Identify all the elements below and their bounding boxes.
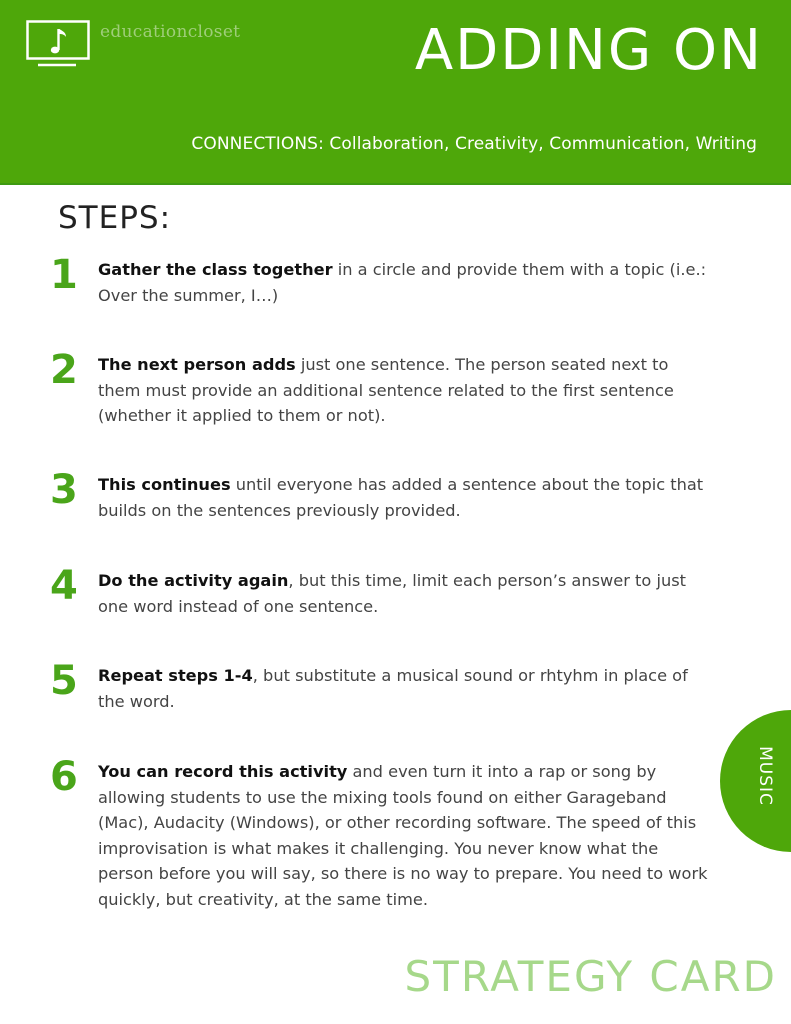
connections-subtitle: CONNECTIONS: Collaboration, Creativity, Communication, Writing bbox=[191, 134, 757, 154]
brand-name: educationcloset bbox=[100, 22, 241, 42]
step-body: in a circle and provide them with a topic (i.e.: Over the summer, I…) bbox=[98, 260, 707, 305]
step-text bbox=[98, 663, 708, 714]
subject-badge-label: MUSIC bbox=[755, 746, 775, 806]
step-body: until everyone has added a sentence about the topic that builds on the sentences previously provided. bbox=[98, 475, 704, 520]
monitor-music-note-icon bbox=[26, 20, 90, 68]
step-number: 1 bbox=[50, 252, 78, 298]
step-bold-lead: Gather the class together bbox=[98, 260, 333, 279]
step-number: 2 bbox=[50, 347, 78, 393]
step-bold-lead: Repeat steps 1-4 bbox=[98, 666, 253, 685]
strategy-card-label: STRATEGY CARD bbox=[404, 952, 777, 1001]
steps-heading: STEPS: bbox=[58, 200, 172, 236]
step-bold-lead: The next person adds bbox=[98, 355, 296, 374]
step-text bbox=[98, 352, 708, 429]
step-number: 4 bbox=[50, 563, 78, 609]
step-bold-lead: This continues bbox=[98, 475, 231, 494]
step-body: just one sentence. The person seated next to them must provide an additional sentence related to the first sentence (whether it applied to them or not). bbox=[98, 355, 674, 425]
step-body: and even turn it into a rap or song by allowing students to use the mixing tools found on either Garageband (Mac), Audacity (Windows), or other recording software. The speed of this improvisation is what makes it challenging. You never know what the person before you will say, so there is no way to prepare. You need to work quickly, but creativity, at the same time. bbox=[98, 762, 708, 909]
step-bold-lead: You can record this activity bbox=[98, 762, 348, 781]
step-text bbox=[98, 257, 708, 308]
step-text bbox=[98, 568, 708, 619]
step-text bbox=[98, 759, 708, 912]
step-number: 5 bbox=[50, 658, 78, 704]
step-number: 6 bbox=[50, 754, 78, 800]
step-number: 3 bbox=[50, 467, 78, 513]
step-text bbox=[98, 472, 708, 523]
page-title: ADDING ON bbox=[414, 18, 763, 83]
header-banner bbox=[0, 0, 791, 185]
step-body: , but this time, limit each person’s answer to just one word instead of one sentence. bbox=[98, 571, 686, 616]
step-body: , but substitute a musical sound or rhtyhm in place of the word. bbox=[98, 666, 688, 711]
step-bold-lead: Do the activity again bbox=[98, 571, 289, 590]
